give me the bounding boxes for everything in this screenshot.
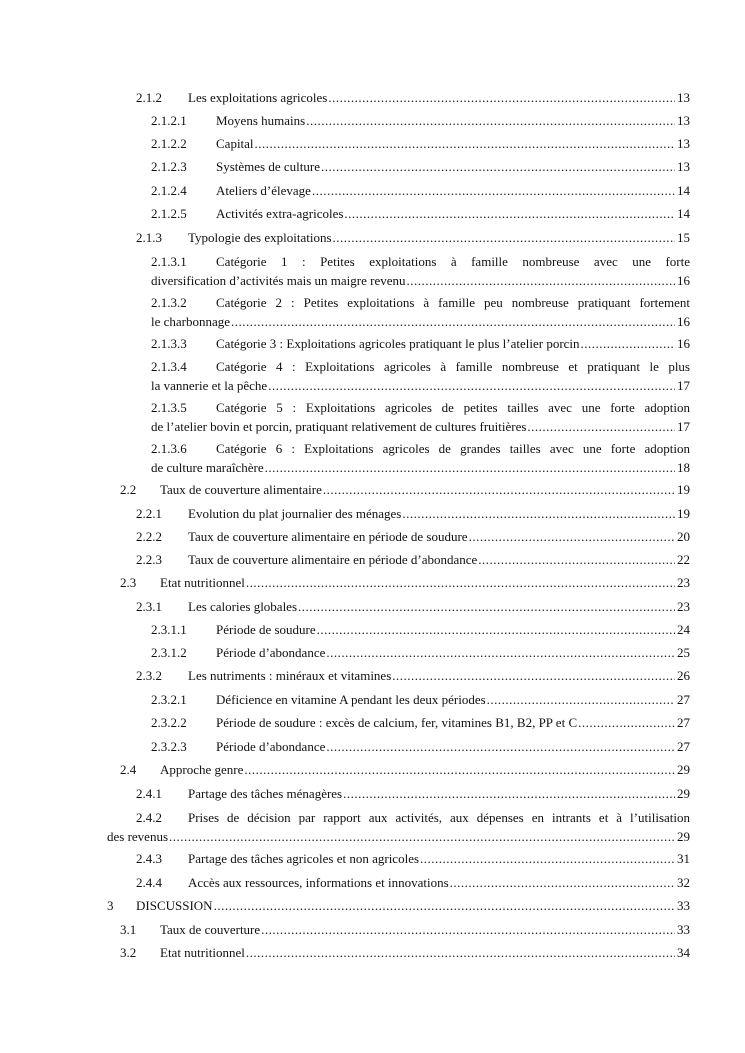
toc-entry[interactable] [136,88,690,107]
toc-page: 24 [677,622,690,637]
toc-entry[interactable] [120,943,690,962]
toc-title: Taux de couverture alimentaire en période de soudure [188,529,468,544]
toc-title: Accès aux ressources, informations et innovations [188,875,449,890]
toc-number: 3.1 [120,922,137,937]
toc-title: Etat nutritionnel [160,575,245,590]
toc-leader [402,504,675,523]
toc-entry[interactable] [136,504,690,523]
toc-page: 14 [677,206,690,221]
toc-leader [214,896,675,915]
toc-entry[interactable] [151,252,690,290]
toc-title: Période d’abondance [216,645,326,660]
toc-entry[interactable] [151,157,690,176]
toc-page: 29 [677,829,690,844]
toc-page: 16 [677,273,690,288]
toc-title: Partage des tâches agricoles et non agricoles [188,851,420,866]
toc-leader [333,228,675,247]
toc-leader [268,376,675,395]
toc-number: 2.3.1.2 [151,645,187,660]
toc-title: Déficience en vitamine A pendant les deux périodes [216,692,486,707]
toc-entry[interactable] [151,134,690,153]
toc-number: 2.4 [120,762,137,777]
toc-leader [261,920,675,939]
toc-entry[interactable] [136,784,690,803]
toc-title: Taux de couverture alimentaire en période d’abondance [188,552,478,567]
toc-title: Systèmes de culture [216,159,320,174]
toc-leader [323,480,675,499]
toc-title: Taux de couverture [160,922,261,937]
toc-page: 15 [677,230,690,245]
toc-number: 2.4.1 [136,786,162,801]
toc-leader [326,737,675,756]
toc-entry[interactable] [151,334,690,353]
toc-title: Partage des tâches ménagères [188,786,343,801]
toc-title: Période de soudure [216,622,316,637]
toc-number: 2.3.1.1 [151,622,187,637]
toc-leader [317,620,675,639]
toc-number: 3 [107,898,114,913]
toc-title: Ateliers d’élevage [216,183,311,198]
toc-page: 16 [677,314,690,329]
toc-page: 13 [677,90,690,105]
toc-entry[interactable] [120,480,690,499]
toc-number: 2.2 [120,482,137,497]
toc-title: Approche genre [160,762,244,777]
toc-title: Catégorie 3 : Exploitations agricoles pratiquant le plus l’atelier porcin [216,336,580,351]
toc-page: 26 [677,668,690,683]
toc-leader [298,597,675,616]
toc-title: Les nutriments : minéraux et vitamines [188,668,392,683]
toc-page: 32 [677,875,690,890]
toc-leader [326,643,675,662]
toc-number: 2.1.2.5 [151,206,187,221]
toc-page: 17 [677,378,690,393]
toc-page: 23 [677,575,690,590]
toc-number: 2.3.2.1 [151,692,187,707]
toc-leader [578,713,675,732]
toc-entry[interactable] [151,204,690,223]
toc-entry[interactable] [151,439,690,477]
toc-title-line1: Catégorie 2 : Petites exploitations à famille peu nombreuse pratiquant fortement [216,295,690,310]
toc-entry[interactable] [136,527,690,546]
toc-title-line2: la vannerie et la pêche [151,378,268,393]
toc-title-line2: des revenus [107,829,169,844]
toc-leader [407,271,676,290]
toc-entry[interactable] [151,398,690,436]
toc-page: 22 [677,552,690,567]
toc-page: 27 [677,739,690,754]
toc-entry[interactable] [136,873,690,892]
toc-title-line1: Catégorie 1 : Petites exploitations à famille nombreuse avec une forte [216,254,690,269]
toc-number: 2.1.2.1 [151,113,187,128]
toc-leader [450,873,675,892]
toc-number: 2.3.2.3 [151,739,187,754]
toc-page: 27 [677,715,690,730]
toc-number: 2.4.2 [136,810,162,825]
toc-leader [527,417,675,436]
toc-leader [392,666,675,685]
toc-entry[interactable] [136,597,690,616]
toc-title-line1: Catégorie 6 : Exploitations agricoles de grandes tailles avec une forte adoption [216,441,690,456]
toc-entry[interactable] [107,896,690,915]
toc-leader [343,784,675,803]
toc-entry[interactable] [151,690,690,709]
toc-page: 31 [677,851,690,866]
toc-number: 2.1.2 [136,90,162,105]
toc-page: 25 [677,645,690,660]
toc-page: 20 [677,529,690,544]
toc-leader [255,134,675,153]
toc-entry[interactable] [151,181,690,200]
toc-entry[interactable] [120,920,690,939]
toc-entry[interactable] [151,643,690,662]
toc-leader [469,527,675,546]
toc-title: Evolution du plat journalier des ménages [188,506,402,521]
toc-title: Activités extra-agricoles [216,206,344,221]
toc-leader [312,181,675,200]
toc-number: 2.1.3.4 [151,359,187,374]
toc-entry[interactable] [151,713,690,732]
toc-number: 2.3.2 [136,668,162,683]
toc-number: 2.1.3.5 [151,400,187,415]
toc-leader [246,943,675,962]
toc-number: 2.3 [120,575,137,590]
toc-page: 27 [677,692,690,707]
toc-number: 2.3.2.2 [151,715,187,730]
toc-number: 2.1.3.2 [151,295,187,310]
toc-title-line2: de l’atelier bovin et porcin, pratiquant relativement de cultures fruitières [151,419,527,434]
toc-number: 2.2.1 [136,506,162,521]
toc-number: 2.4.3 [136,851,162,866]
toc-entry[interactable] [151,737,690,756]
toc-entry[interactable] [151,357,690,395]
toc-title: Période de soudure : excès de calcium, fer, vitamines B1, B2, PP et C [216,715,578,730]
toc-title: Période d’abondance [216,739,326,754]
toc-page: 29 [677,786,690,801]
toc-page: 18 [677,460,690,475]
toc-entry[interactable] [120,760,690,779]
toc-entry[interactable] [136,849,690,868]
toc-page: 16 [677,336,690,351]
toc-page: 23 [677,599,690,614]
toc-title-line2: diversification d’activités mais un maigre revenu [151,273,406,288]
toc-page: 33 [677,898,690,913]
toc-number: 2.1.3.6 [151,441,187,456]
toc-title-line2: le charbonnage [151,314,231,329]
toc-leader [265,458,675,477]
toc-title-line1: Catégorie 5 : Exploitations agricoles de petites tailles avec une forte adoption [216,400,690,415]
toc-leader [321,157,675,176]
toc-page: 17 [677,419,690,434]
toc-title-line1: Catégorie 4 : Exploitations agricoles à famille nombreuse et pratiquant le plus [216,359,690,374]
toc-entry[interactable] [136,550,690,569]
toc-title: Les calories globales [188,599,298,614]
toc-leader [487,690,675,709]
toc-page: 14 [677,183,690,198]
toc-entry[interactable] [151,111,690,130]
toc-entry[interactable] [107,808,690,846]
toc-number: 2.1.3 [136,230,162,245]
toc-title: Taux de couverture alimentaire [160,482,322,497]
toc-title: Etat nutritionnel [160,945,245,960]
toc-number: 2.1.3.1 [151,254,187,269]
toc-number: 2.1.2.2 [151,136,187,151]
toc-leader [344,204,675,223]
toc-title-line1: Prises de décision par rapport aux activités, aux dépenses en intrants et à l’utilisation [188,810,690,825]
toc-number: 2.4.4 [136,875,162,890]
toc-page: 13 [677,113,690,128]
toc-leader [581,334,675,353]
toc-number: 3.2 [120,945,137,960]
toc-number: 2.3.1 [136,599,162,614]
toc-title: Moyens humains [216,113,306,128]
toc-leader [328,88,675,107]
toc-title-line2: de culture maraîchère [151,460,264,475]
toc-entry[interactable] [120,573,690,592]
toc-leader [420,849,675,868]
toc-title: Capital [216,136,254,151]
toc-page: 33 [677,922,690,937]
toc-entry[interactable] [136,666,690,685]
toc-page: 34 [677,945,690,960]
toc-entry[interactable] [151,293,690,331]
toc-leader [244,760,675,779]
toc-page: 19 [677,482,690,497]
toc-number: 2.1.2.3 [151,159,187,174]
toc-title: DISCUSSION [136,898,213,913]
toc-number: 2.1.2.4 [151,183,187,198]
toc-page: 19 [677,506,690,521]
toc-title: Les exploitations agricoles [188,90,328,105]
toc-leader [231,312,675,331]
toc-page: 29 [677,762,690,777]
toc-title: Typologie des exploitations [188,230,332,245]
toc-number: 2.2.2 [136,529,162,544]
toc-page: 13 [677,159,690,174]
toc-number: 2.2.3 [136,552,162,567]
toc-leader [246,573,675,592]
toc-leader [169,827,675,846]
toc-leader [306,111,675,130]
toc-entry[interactable] [136,228,690,247]
toc-number: 2.1.3.3 [151,336,187,351]
toc-page: 13 [677,136,690,151]
toc-leader [478,550,675,569]
toc-entry[interactable] [151,620,690,639]
